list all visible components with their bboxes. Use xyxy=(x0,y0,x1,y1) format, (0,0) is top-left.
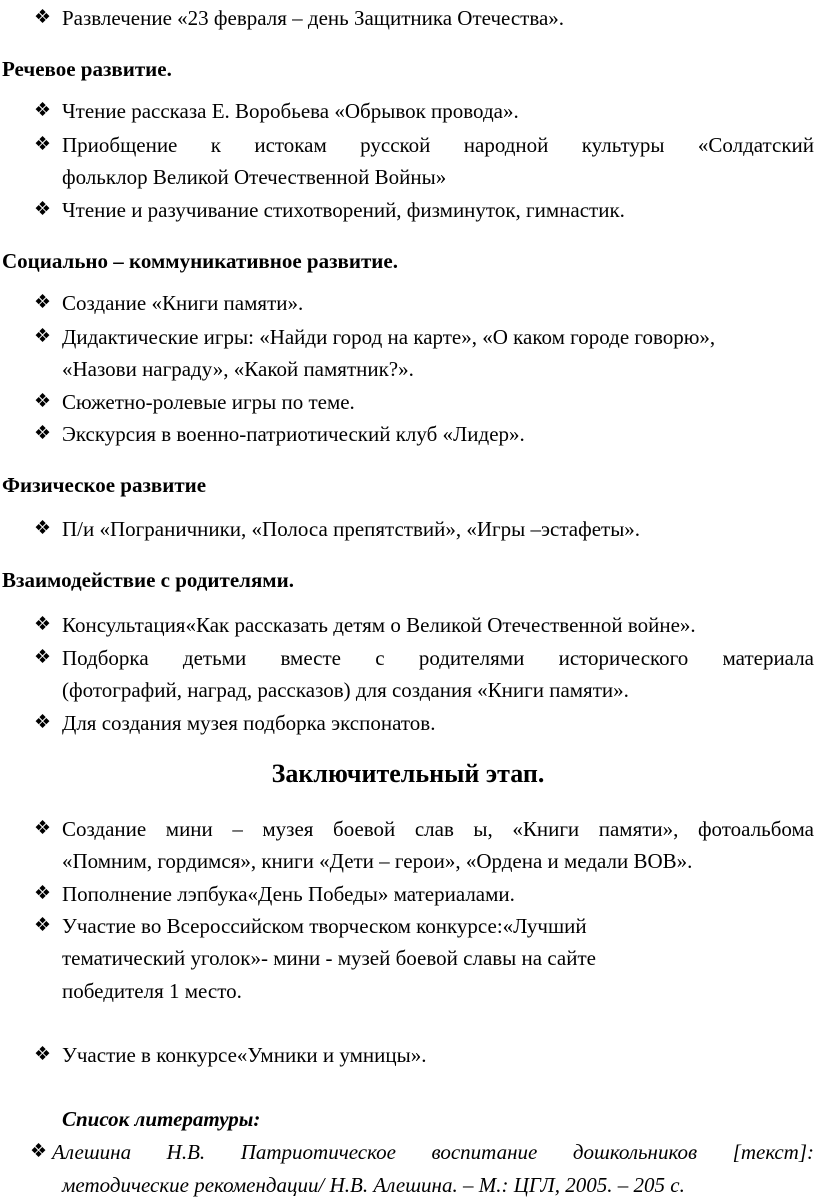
list-item-continuation: «Назови награду», «Какой памятник?». xyxy=(62,357,414,381)
bullet-icon: ❖ xyxy=(34,915,52,936)
bullet-icon: ❖ xyxy=(30,1141,48,1162)
list-item: Участие в конкурсе«Умники и умницы». xyxy=(62,1043,427,1067)
bullet-icon: ❖ xyxy=(34,712,52,733)
page-title: Заключительный этап. xyxy=(271,759,545,788)
list-item: Приобщение к истокам русской народной культуры «Солдатский xyxy=(62,133,814,157)
bullet-icon: ❖ xyxy=(34,883,52,904)
list-item: Создание «Книги памяти». xyxy=(62,291,304,315)
list-item-continuation: фольклор Великой Отечественной Войны» xyxy=(62,165,447,189)
bullet-icon: ❖ xyxy=(34,292,52,313)
section-heading-speech: Речевое развитие. xyxy=(2,57,172,81)
list-item: Подборка детьми вместе с родителями исторического материала xyxy=(62,646,814,670)
bullet-icon: ❖ xyxy=(34,100,52,121)
list-item: Развлечение «23 февраля – день Защитника Отечества». xyxy=(62,6,565,30)
list-item: Пополнение лэпбука«День Победы» материалами. xyxy=(62,882,515,906)
list-item-continuation: (фотографий, наград, рассказов) для создания «Книги памяти». xyxy=(62,678,629,702)
list-item: Экскурсия в военно-патриотический клуб «Лидер». xyxy=(62,422,525,446)
bullet-icon: ❖ xyxy=(34,7,52,28)
list-item: Сюжетно-ролевые игры по теме. xyxy=(62,390,355,414)
bullet-icon: ❖ xyxy=(34,614,52,635)
bullet-icon: ❖ xyxy=(34,391,52,412)
bullet-icon: ❖ xyxy=(34,518,52,539)
section-heading-social: Социально – коммуникативное развитие. xyxy=(2,249,398,273)
list-item-continuation: тематический уголок»- мини - музей боевой славы на сайте xyxy=(62,946,596,970)
section-heading-parents: Взаимодействие с родителями. xyxy=(2,568,294,592)
list-item-continuation: победителя 1 место. xyxy=(62,979,242,1003)
list-item-continuation: методические рекомендации/ Н.В. Алешина. – М.: ЦГЛ, 2005. – 205 с. xyxy=(62,1173,685,1197)
section-heading-literature: Список литературы: xyxy=(62,1107,261,1131)
list-item: Чтение рассказа Е. Воробьева «Обрывок провода». xyxy=(62,99,519,123)
bullet-icon: ❖ xyxy=(34,647,52,668)
list-item: П/и «Пограничники, «Полоса препятствий», «Игры –эстафеты». xyxy=(62,517,641,541)
bullet-icon: ❖ xyxy=(34,326,52,347)
bullet-icon: ❖ xyxy=(34,134,52,155)
bullet-icon: ❖ xyxy=(34,423,52,444)
bullet-icon: ❖ xyxy=(34,818,52,839)
list-item: Алешина Н.В. Патриотическое воспитание дошкольников [текст]: xyxy=(52,1140,814,1164)
list-item: Создание мини – музея боевой слав ы, «Книги памяти», фотоальбома xyxy=(62,817,814,841)
list-item-continuation: «Помним, гордимся», книги «Дети – герои», «Ордена и медали ВОВ». xyxy=(62,849,693,873)
list-item: Участие во Всероссийском творческом конкурсе:«Лучший xyxy=(62,914,587,938)
section-heading-physical: Физическое развитие xyxy=(2,473,207,497)
list-item: Чтение и разучивание стихотворений, физминуток, гимнастик. xyxy=(62,198,625,222)
list-item: Дидактические игры: «Найди город на карте», «О каком городе говорю», xyxy=(62,325,716,349)
bullet-icon: ❖ xyxy=(34,1044,52,1065)
list-item: Консультация«Как рассказать детям о Великой Отечественной войне». xyxy=(62,613,696,637)
bullet-icon: ❖ xyxy=(34,199,52,220)
list-item: Для создания музея подборка экспонатов. xyxy=(62,711,436,735)
